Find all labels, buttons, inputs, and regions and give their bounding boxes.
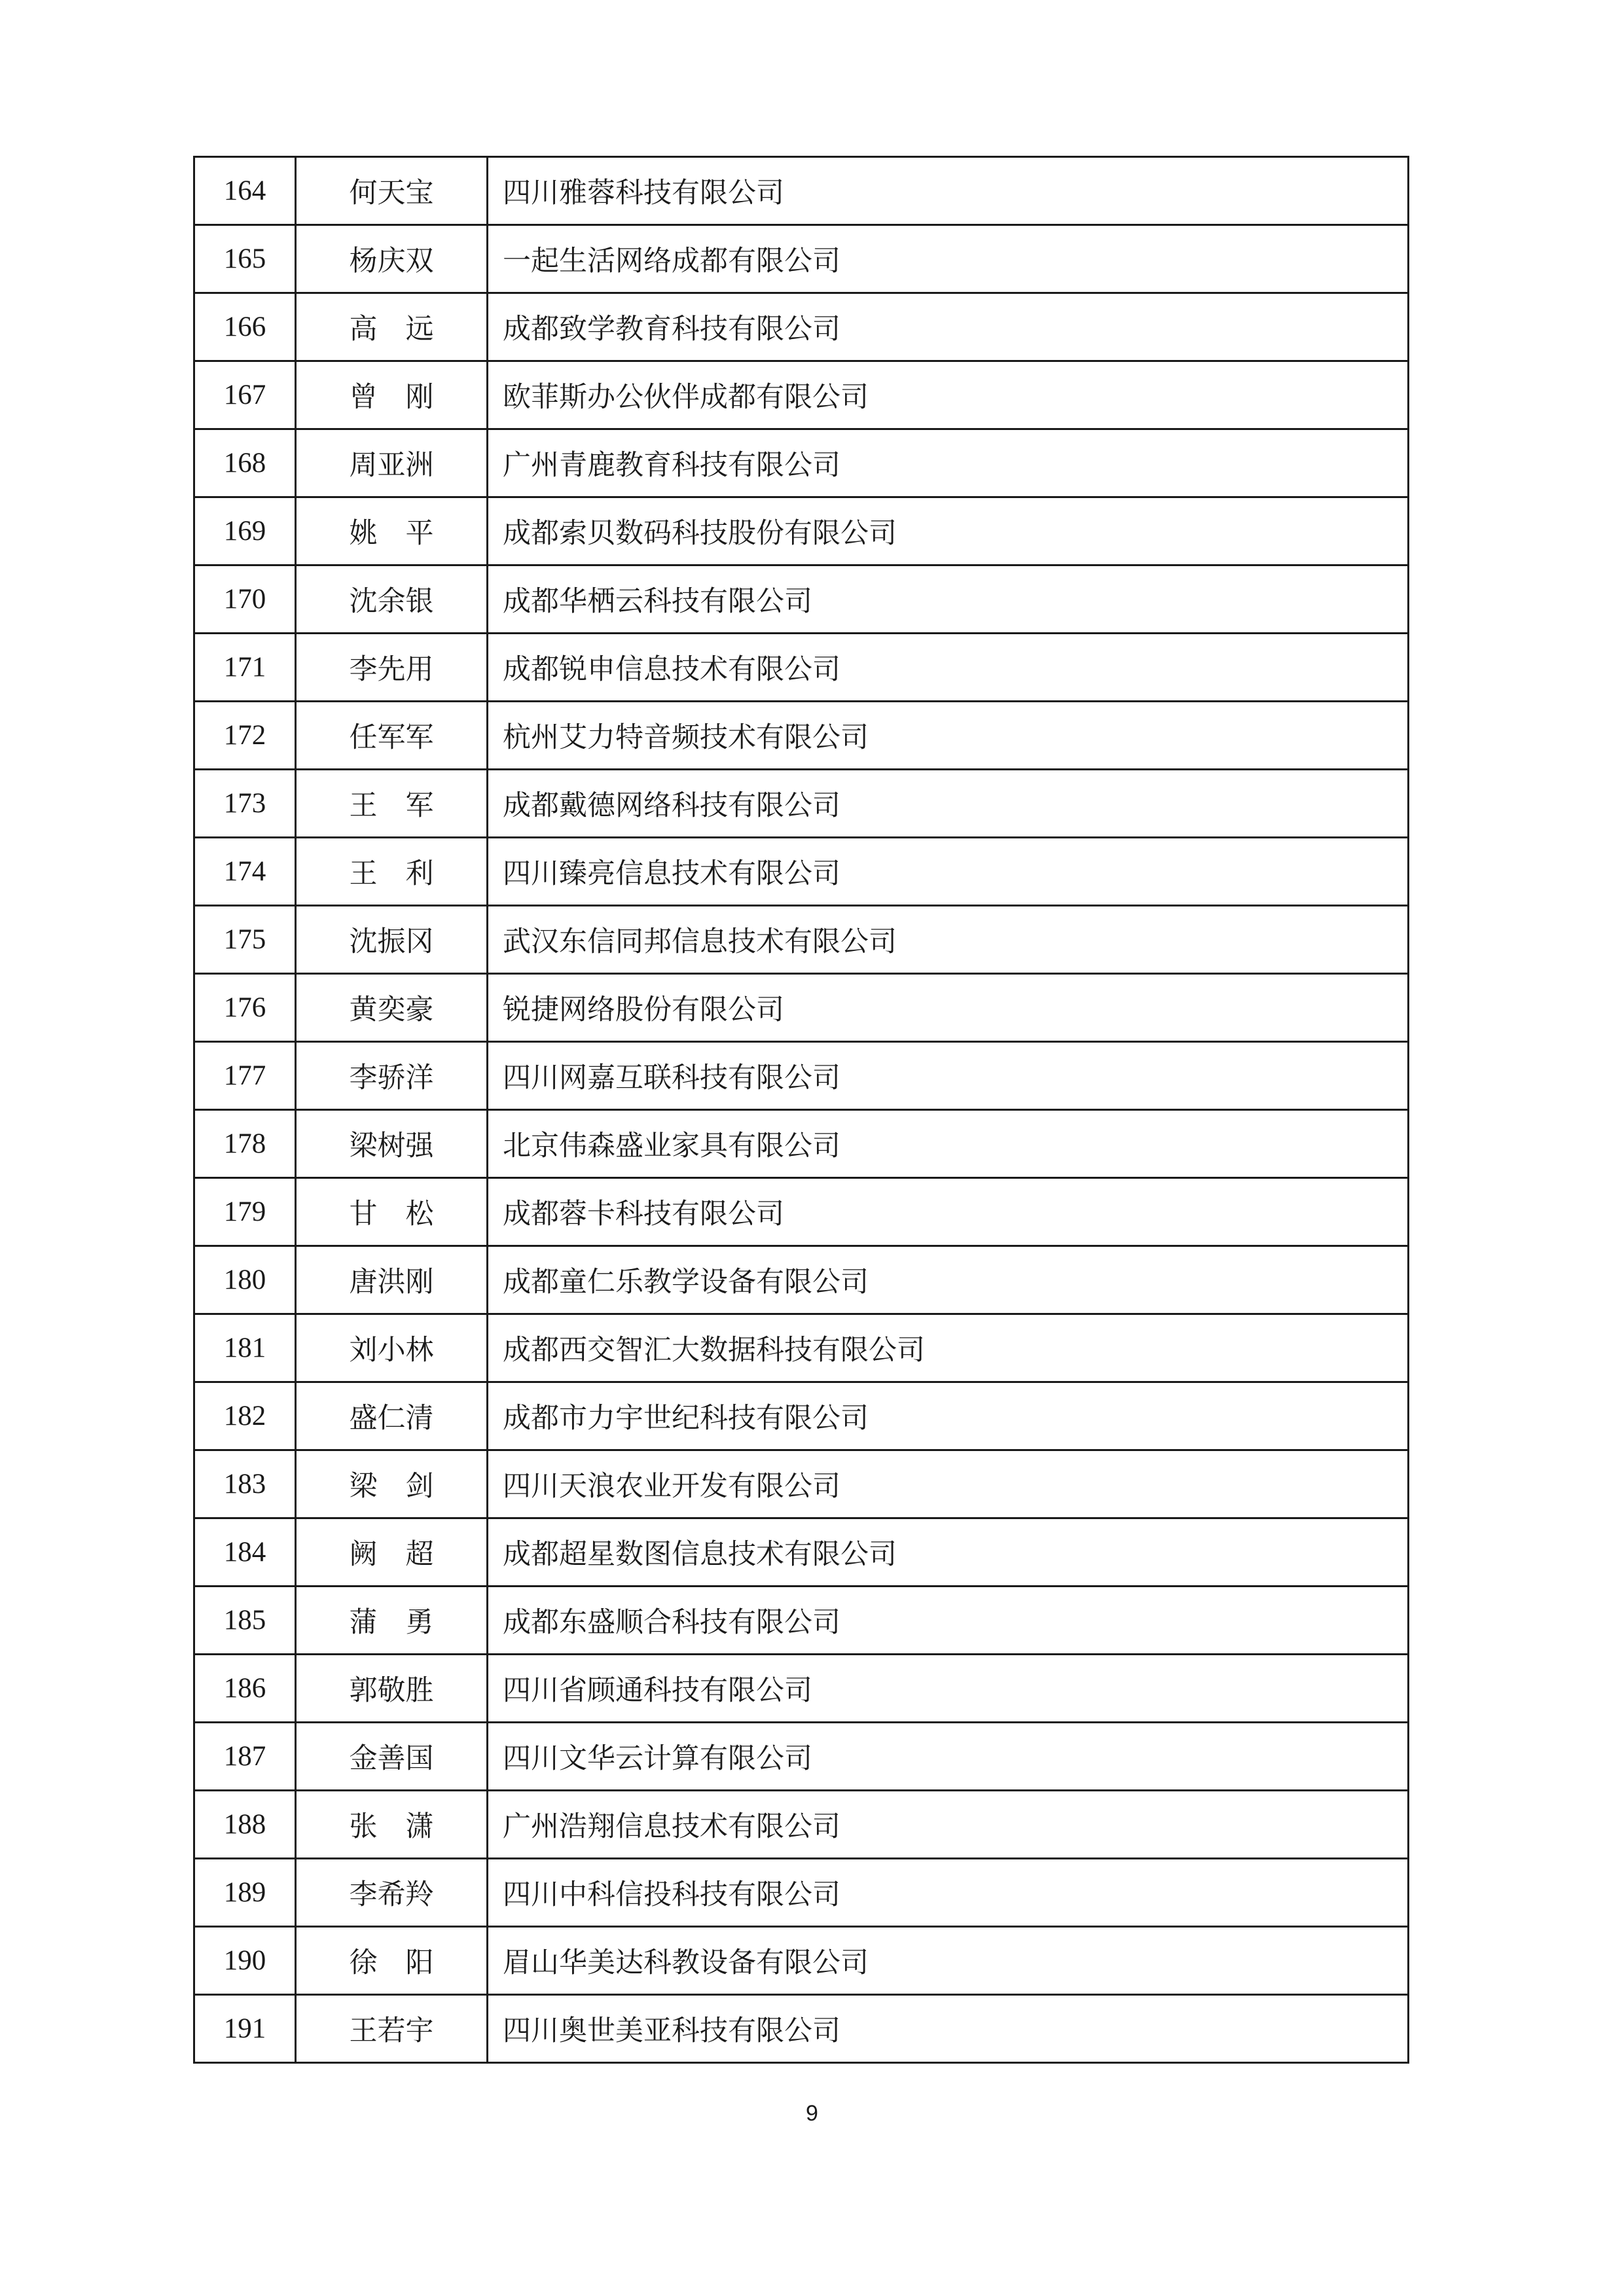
person-name-cell: 王 军	[296, 770, 488, 838]
table-row	[194, 157, 1409, 225]
company-name-cell: 成都西交智汇大数据科技有限公司	[488, 1314, 1409, 1382]
person-name-cell: 梁 剑	[296, 1450, 488, 1518]
row-number-cell: 181	[194, 1314, 296, 1382]
table-row	[194, 1246, 1409, 1314]
table-row	[194, 1587, 1409, 1655]
person-name-cell: 阙 超	[296, 1518, 488, 1587]
company-name-cell: 广州青鹿教育科技有限公司	[488, 429, 1409, 497]
row-number-cell: 165	[194, 225, 296, 293]
table-row	[194, 225, 1409, 293]
person-name-cell: 梁树强	[296, 1110, 488, 1178]
row-number-cell: 188	[194, 1791, 296, 1859]
table-row	[194, 293, 1409, 361]
page-number: 9	[806, 2101, 818, 2126]
company-name-cell: 四川雅蓉科技有限公司	[488, 157, 1409, 225]
company-name-cell: 成都锐申信息技术有限公司	[488, 634, 1409, 702]
row-number-cell: 178	[194, 1110, 296, 1178]
table-row	[194, 906, 1409, 974]
company-name-cell: 成都东盛顺合科技有限公司	[488, 1587, 1409, 1655]
person-name-cell: 金善国	[296, 1723, 488, 1791]
row-number-cell: 166	[194, 293, 296, 361]
person-name-cell: 姚 平	[296, 497, 488, 565]
person-name-cell: 刘小林	[296, 1314, 488, 1382]
person-name-cell: 曾 刚	[296, 361, 488, 429]
person-name-cell: 蒲 勇	[296, 1587, 488, 1655]
row-number-cell: 184	[194, 1518, 296, 1587]
row-number-cell: 171	[194, 634, 296, 702]
table-row	[194, 1382, 1409, 1450]
table-row	[194, 361, 1409, 429]
row-number-cell: 180	[194, 1246, 296, 1314]
table-row	[194, 770, 1409, 838]
table-row	[194, 1723, 1409, 1791]
person-name-cell: 李先用	[296, 634, 488, 702]
table-row	[194, 565, 1409, 634]
person-name-cell: 任军军	[296, 702, 488, 770]
row-number-cell: 186	[194, 1655, 296, 1723]
table-row	[194, 1791, 1409, 1859]
company-name-cell: 眉山华美达科教设备有限公司	[488, 1927, 1409, 1995]
company-name-cell: 成都市力宇世纪科技有限公司	[488, 1382, 1409, 1450]
person-name-cell: 沈余银	[296, 565, 488, 634]
person-name-cell: 甘 松	[296, 1178, 488, 1246]
row-number-cell: 185	[194, 1587, 296, 1655]
company-name-cell: 一起生活网络成都有限公司	[488, 225, 1409, 293]
company-name-cell: 广州浩翔信息技术有限公司	[488, 1791, 1409, 1859]
company-name-cell: 成都戴德网络科技有限公司	[488, 770, 1409, 838]
table-row	[194, 974, 1409, 1042]
company-name-cell: 杭州艾力特音频技术有限公司	[488, 702, 1409, 770]
table-row	[194, 1314, 1409, 1382]
row-number-cell: 179	[194, 1178, 296, 1246]
company-name-cell: 四川省顾通科技有限公司	[488, 1655, 1409, 1723]
row-number-cell: 190	[194, 1927, 296, 1995]
person-name-cell: 李希羚	[296, 1859, 488, 1927]
table-row	[194, 1859, 1409, 1927]
company-name-cell: 成都索贝数码科技股份有限公司	[488, 497, 1409, 565]
person-name-cell: 徐 阳	[296, 1927, 488, 1995]
table-row	[194, 429, 1409, 497]
table-row	[194, 634, 1409, 702]
row-number-cell: 176	[194, 974, 296, 1042]
person-name-cell: 周亚洲	[296, 429, 488, 497]
person-name-cell: 郭敬胜	[296, 1655, 488, 1723]
table-row	[194, 1110, 1409, 1178]
person-name-cell: 高 远	[296, 293, 488, 361]
person-name-cell: 杨庆双	[296, 225, 488, 293]
company-name-cell: 四川天浪农业开发有限公司	[488, 1450, 1409, 1518]
row-number-cell: 164	[194, 157, 296, 225]
row-number-cell: 172	[194, 702, 296, 770]
company-name-cell: 成都童仁乐教学设备有限公司	[488, 1246, 1409, 1314]
row-number-cell: 177	[194, 1042, 296, 1110]
roster-table	[193, 156, 1409, 2064]
table-row	[194, 1518, 1409, 1587]
company-name-cell: 四川中科信投科技有限公司	[488, 1859, 1409, 1927]
person-name-cell: 黄奕豪	[296, 974, 488, 1042]
company-name-cell: 成都超星数图信息技术有限公司	[488, 1518, 1409, 1587]
person-name-cell: 王 利	[296, 838, 488, 906]
table-row	[194, 1042, 1409, 1110]
row-number-cell: 173	[194, 770, 296, 838]
company-name-cell: 成都华栖云科技有限公司	[488, 565, 1409, 634]
row-number-cell: 170	[194, 565, 296, 634]
table-row	[194, 838, 1409, 906]
table-row	[194, 1450, 1409, 1518]
company-name-cell: 成都致学教育科技有限公司	[488, 293, 1409, 361]
row-number-cell: 169	[194, 497, 296, 565]
company-name-cell: 锐捷网络股份有限公司	[488, 974, 1409, 1042]
person-name-cell: 沈振冈	[296, 906, 488, 974]
roster-table-body	[194, 157, 1409, 2063]
row-number-cell: 191	[194, 1995, 296, 2063]
row-number-cell: 189	[194, 1859, 296, 1927]
person-name-cell: 张 潇	[296, 1791, 488, 1859]
table-row	[194, 1927, 1409, 1995]
person-name-cell: 何天宝	[296, 157, 488, 225]
company-name-cell: 四川文华云计算有限公司	[488, 1723, 1409, 1791]
person-name-cell: 王若宇	[296, 1995, 488, 2063]
company-name-cell: 四川网嘉互联科技有限公司	[488, 1042, 1409, 1110]
row-number-cell: 175	[194, 906, 296, 974]
row-number-cell: 174	[194, 838, 296, 906]
row-number-cell: 183	[194, 1450, 296, 1518]
company-name-cell: 武汉东信同邦信息技术有限公司	[488, 906, 1409, 974]
company-name-cell: 四川臻亮信息技术有限公司	[488, 838, 1409, 906]
company-name-cell: 四川奥世美亚科技有限公司	[488, 1995, 1409, 2063]
table-row	[194, 702, 1409, 770]
company-name-cell: 欧菲斯办公伙伴成都有限公司	[488, 361, 1409, 429]
person-name-cell: 盛仁清	[296, 1382, 488, 1450]
person-name-cell: 李骄洋	[296, 1042, 488, 1110]
company-name-cell: 北京伟森盛业家具有限公司	[488, 1110, 1409, 1178]
row-number-cell: 167	[194, 361, 296, 429]
row-number-cell: 187	[194, 1723, 296, 1791]
table-row	[194, 1178, 1409, 1246]
company-name-cell: 成都蓉卡科技有限公司	[488, 1178, 1409, 1246]
table-row	[194, 1655, 1409, 1723]
row-number-cell: 168	[194, 429, 296, 497]
row-number-cell: 182	[194, 1382, 296, 1450]
person-name-cell: 唐洪刚	[296, 1246, 488, 1314]
table-row	[194, 497, 1409, 565]
table-row	[194, 1995, 1409, 2063]
